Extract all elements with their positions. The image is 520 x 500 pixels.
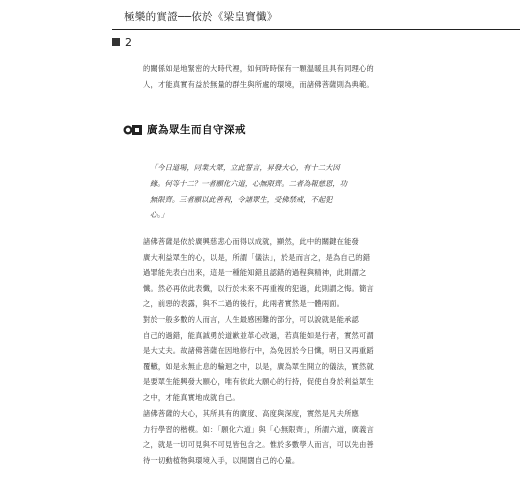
paragraph-line: 之，就是一切可見與不可見皆包含之。惟於多數學人而言，可以先由善 xyxy=(143,440,374,450)
intro-paragraph xyxy=(143,61,408,92)
paragraph-line: 諸佛菩薩是依於廣興慈悲心而得以成就，顯然，此中的關鍵在能發 xyxy=(143,237,359,246)
quote-line: 緣。何等十二？一者願化六道，心無限齊。二者為報慈恩，功 xyxy=(150,178,348,188)
quote-line: 無限齊。三者願以此善利，令諸眾生，受佛禁戒，不起犯 xyxy=(150,194,333,204)
paragraph-line: 懺。然必再依此表懺，以行於未來不再重複的犯過，此則謂之悔。簡言 xyxy=(143,283,374,293)
body-paragraph xyxy=(143,234,408,312)
paragraph-line: 廣大利益眾生的心，以是，所謂「儀法」，於是而言之，是為自己的錯 xyxy=(143,252,371,262)
page-number: 2 xyxy=(125,36,132,49)
header-divider xyxy=(112,29,520,30)
paragraph-line: 之中，才能真實地成就自己。 xyxy=(143,392,240,402)
body-paragraph xyxy=(143,406,408,468)
section-heading-icon xyxy=(123,124,143,136)
paragraph-line: 諸佛菩薩的大心，其所具有的廣度、高度與深度，實然是凡夫所應 xyxy=(143,409,359,418)
quote-line: 心。」 xyxy=(150,210,169,220)
paragraph-line: 力行學習的楷模。如：「願化六道」與「心無限齊」，所謂六道，廣義言 xyxy=(143,424,374,434)
running-header-title: 極樂的實證──依於《梁皇寶懺》 xyxy=(124,11,278,23)
paragraph-line: 自己的過錯，能真誠勇於道歉並革心改過，若真能如是行者，實然可謂 xyxy=(143,330,374,340)
page-number-marker xyxy=(112,38,120,46)
paragraph-line: 之，前惡的表露，與不二過的後行，此兩者實然是一體兩面。 xyxy=(143,299,345,309)
paragraph-line: 過罪能先表白出來，這是一種能知錯且認錯的過程與精神，此則謂之 xyxy=(143,268,367,278)
quote-line: 「今日道場，同業大眾，立此誓言，昇發大心，有十二大因 xyxy=(150,163,340,172)
body-paragraph xyxy=(143,312,408,406)
paragraph-line: 待一切動植物與環境入手，以開闊自己的心量。 xyxy=(143,455,300,465)
paragraph-line: 是要眾生能興發大願心，唯有依此大願心的行持，促使自身於利益眾生 xyxy=(143,377,374,387)
section-heading xyxy=(123,122,283,138)
paragraph-line: 覆轍，如是永無止息的輪迴之中，以是，廣為眾生開立的儀法，實然就 xyxy=(143,361,374,371)
paragraph-line: 對於一般多數的人而言，人生最感困難的部分，可以說就是能承認 xyxy=(143,315,359,324)
paragraph-line: 人，才能真實有益於無量的群生與所處的環境，而諸佛菩薩則為典範。 xyxy=(143,79,374,89)
paragraph-line: 的關係如是地緊密的大時代裡，如何時時保有一顆温暖且具有同理心的 xyxy=(143,64,374,73)
paragraph-line: 是大丈夫。故諸佛菩薩在因地修行中，為免因於今日懺，明日又再重蹈 xyxy=(143,346,374,356)
scripture-quote xyxy=(150,160,412,223)
section-title: 廣為眾生而自守深戒 xyxy=(147,124,246,136)
